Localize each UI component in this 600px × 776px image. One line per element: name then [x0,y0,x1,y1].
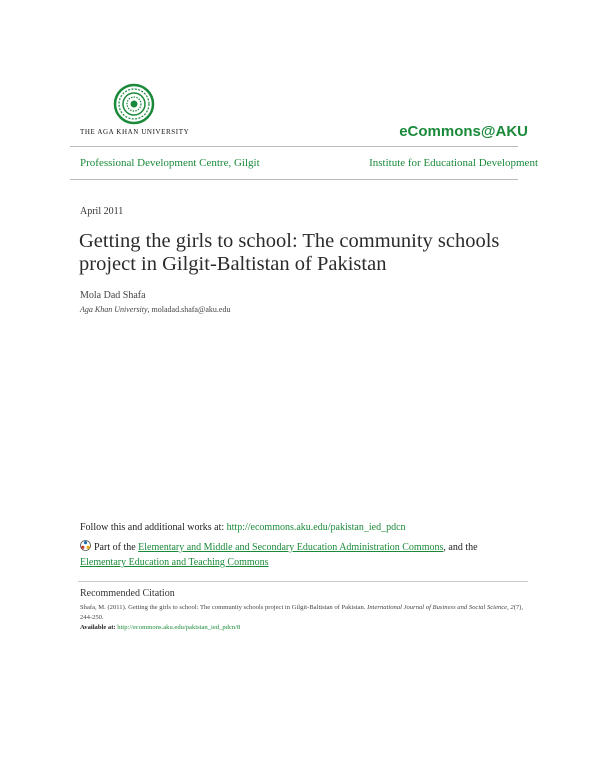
repository-name[interactable]: eCommons@AKU [399,123,528,140]
commons-link-teaching[interactable]: Elementary Education and Teaching Commons [80,557,269,568]
follow-url-link[interactable]: http://ecommons.aku.edu/pakistan_ied_pdcn [226,522,406,533]
part-of-text: Part of the [94,542,136,553]
and-the-text: , and the [443,542,478,553]
department-link-left[interactable]: Professional Development Centre, Gilgit [80,157,260,169]
author-affiliation: Aga Khan University, moladad.shafa@aku.edu [80,305,231,314]
citation-heading: Recommended Citation [80,588,175,599]
author-email: moladad.shafa@aku.edu [151,305,231,314]
citation-text: Shafa, M. (2011). Getting the girls to school: The community schools project in Gilgit-Baltistan of Pakistan. [80,604,366,611]
available-url-link[interactable]: http://ecommons.aku.edu/pakistan_ied_pdcn/8 [117,624,241,631]
follow-text: Follow this and additional works at: [80,522,225,533]
citation-block [80,603,530,633]
follow-line [80,522,406,533]
network-icon [80,540,91,551]
citation-issue-pages: (7), 244-250. [80,604,524,621]
institution-name: THE AGA KHAN UNIVERSITY [80,128,190,136]
citation-divider [78,581,528,582]
author-name: Mola Dad Shafa [80,290,146,301]
paper-title: Getting the girls to school: The community schools project in Gilgit-Baltistan of Pakistan [79,230,500,275]
citation-journal: International Journal of Business and Social Science, 2 [367,604,514,611]
header-divider-bottom [70,179,518,180]
commons-link-admin[interactable]: Elementary and Middle and Secondary Education Administration Commons [138,542,444,553]
publication-date: April 2011 [80,206,124,217]
department-link-right[interactable]: Institute for Educational Development [369,157,538,169]
header-divider-top [70,146,518,147]
affiliation-name: Aga Khan University [80,305,148,314]
part-of-line [80,540,530,570]
available-label: Available at: [80,624,116,631]
